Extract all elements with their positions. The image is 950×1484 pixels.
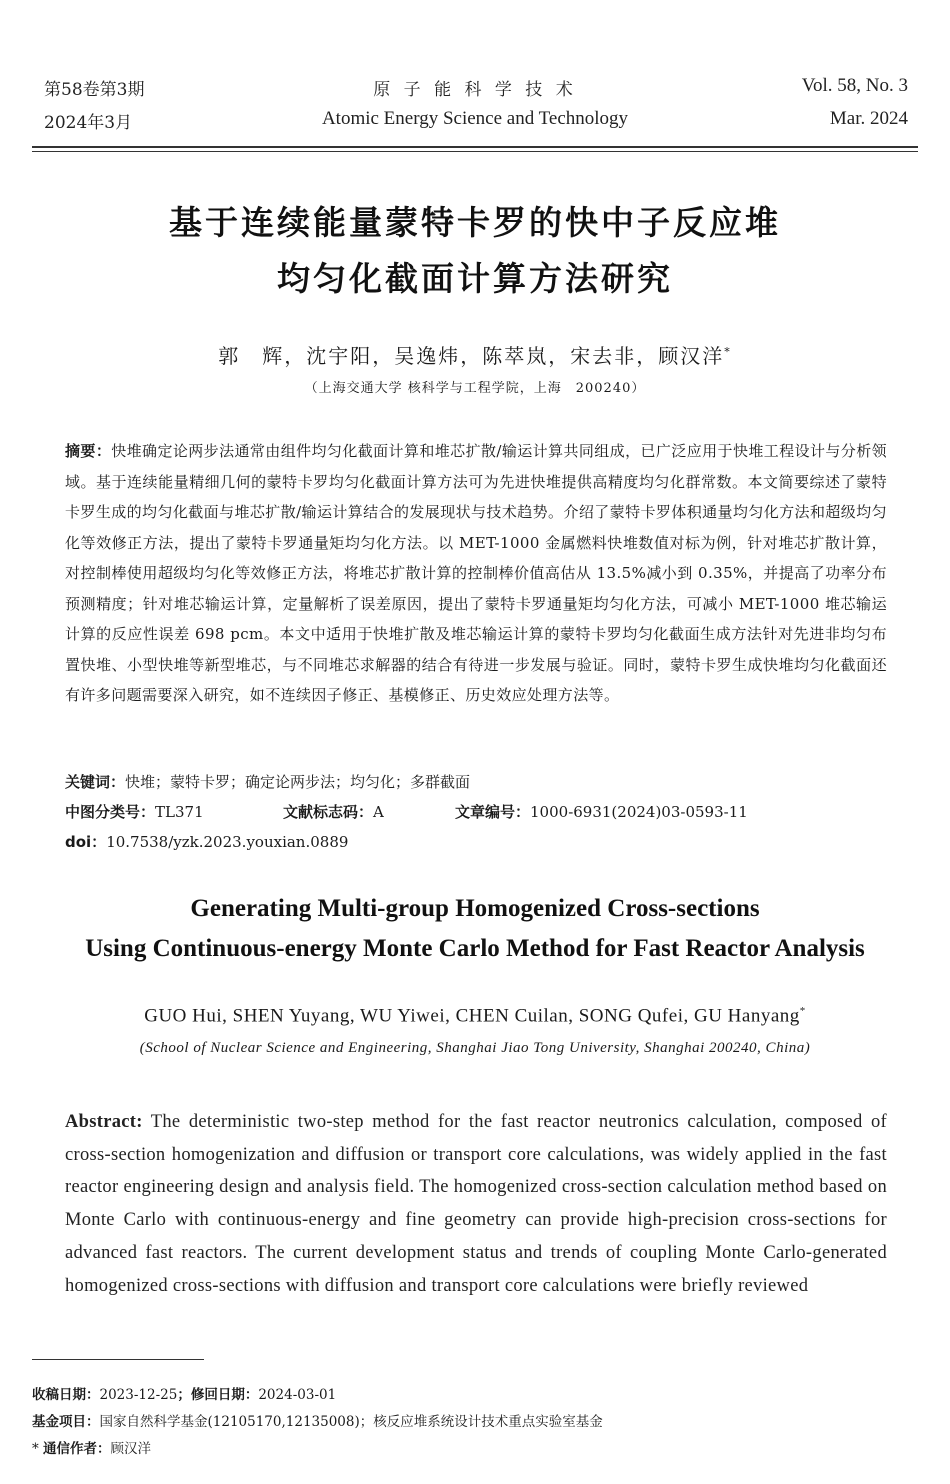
- clc-number: [65, 801, 204, 822]
- received-value: 2023-12-25: [99, 1387, 178, 1403]
- doi-value[interactable]: 10.7538/yzk.2023.youxian.0889: [106, 833, 349, 851]
- affiliation-en: (School of Nuclear Science and Engineering, Shanghai Jiao Tong University, Shanghai 200240, China): [139, 1040, 811, 1056]
- article-number-value: 1000-6931(2024)03-0593-11: [530, 803, 748, 821]
- funding: [32, 1410, 603, 1430]
- volume-issue-cn: 第58卷第3期: [44, 80, 145, 100]
- received-label: 收稿日期：: [32, 1387, 100, 1403]
- abstract-cn: [65, 436, 887, 711]
- corresponding-author: [32, 1437, 151, 1457]
- corresponding-footnote-mark: *: [32, 1441, 39, 1457]
- volume-issue-en: Vol. 58, No. 3: [801, 75, 908, 96]
- journal-name-en: Atomic Energy Science and Technology: [321, 108, 629, 129]
- title-cn-line1: 基于连续能量蒙特卡罗的快中子反应堆: [169, 203, 781, 242]
- date-cn: 2024年3月: [44, 113, 133, 133]
- authors-cn: [0, 340, 950, 369]
- journal-name-cn: 原 子 能 科 学 技 术: [373, 80, 577, 100]
- funding-value: 国家自然科学基金(12105170,12135008)；核反应堆系统设计技术重点实验室基金: [99, 1414, 603, 1430]
- keywords-cn: [65, 771, 470, 792]
- authors-cn-names: 郭 辉，沈宇阳，吴逸炜，陈萃岚，宋去非，顾汉洋: [218, 344, 725, 368]
- header-rule: [32, 146, 918, 148]
- abstract-en-text: The deterministic two-step method for the fast reactor neutronics calculation, composed of cross-section homogenization and diffusion or transport core calculations, was widely applied in the fast reactor engineering design and analysis field. The homogenized cross-section calculation method based on Monte Carlo with continuous-energy and fine geometry can provide high-precision cross-sections for advanced fast reactors. The current development status and trends of coupling Monte Carlo-generated homogenized cross-sections with diffusion and transport core calculations were briefly reviewed: [65, 1112, 887, 1296]
- revised-label: ；修回日期：: [177, 1387, 259, 1403]
- doc-code-label: 文献标志码：: [283, 803, 374, 821]
- title-en-line1: Generating Multi-group Homogenized Cross-sections: [190, 895, 760, 922]
- article-number: [455, 801, 748, 822]
- revised-value: 2024-03-01: [258, 1387, 337, 1403]
- doc-code-value: A: [373, 803, 384, 821]
- keywords-cn-text: 快堆；蒙特卡罗；确定论两步法；均匀化；多群截面: [125, 773, 471, 791]
- corresponding-label: 通信作者：: [43, 1441, 111, 1457]
- document-code: [283, 801, 384, 822]
- abstract-en-label: Abstract:: [65, 1112, 143, 1132]
- footnote-rule: [32, 1359, 204, 1360]
- clc-label: 中图分类号：: [65, 803, 156, 821]
- header-rule-thin: [32, 151, 918, 152]
- clc-value: TL371: [155, 803, 204, 821]
- doi-label: doi：: [65, 833, 107, 851]
- article-number-label: 文章编号：: [455, 803, 531, 821]
- title-en-line2: Using Continuous-energy Monte Carlo Method for Fast Reactor Analysis: [85, 935, 865, 962]
- date-en: Mar. 2024: [829, 108, 908, 129]
- authors-en-names: GUO Hui, SHEN Yuyang, WU Yiwei, CHEN Cuilan, SONG Qufei, GU Hanyang: [144, 1005, 800, 1027]
- abstract-cn-text: 快堆确定论两步法通常由组件均匀化截面计算和堆芯扩散/输运计算共同组成，已广泛应用于快堆工程设计与分析领域。基于连续能量精细几何的蒙特卡罗均匀化截面计算方法可为先进快堆提供高精度均匀化群常数。本文简要综述了蒙特卡罗生成的均匀化截面与堆芯扩散/输运计算结合的发展现状与技术趋势。介绍了蒙特卡罗体积通量均匀化方法和超级均匀化等效修正方法，提出了蒙特卡罗通量矩均匀化方法。以 MET-1000 金属燃料快堆数值对标为例，针对堆芯扩散计算，对控制棒使用超级均匀化等效修正方法，将堆芯扩散计算的控制棒价值高估从 13.5%减小到 0.35%，并提高了功率分布预测精度；针对堆芯输运计算，定量解析了误差原因，提出了蒙特卡罗通量矩均匀化方法，可减小 MET-1000 堆芯输运计算的反应性误差 698 pcm。本文中适用于快堆扩散及堆芯输运计算的蒙特卡罗均匀化截面生成方法针对先进非均匀布置快堆、小型快堆等新型堆芯，与不同堆芯求解器的结合有待进一步发展与验证。同时，蒙特卡罗生成快堆均匀化截面还有许多问题需要深入研究，如不连续因子修正、基模修正、历史效应处理方法等。: [65, 442, 888, 704]
- corresponding-author-mark-en: *: [799, 1005, 806, 1017]
- doi: [65, 831, 348, 852]
- keywords-cn-label: 关键词：: [65, 773, 126, 791]
- corresponding-author-mark: *: [724, 345, 732, 359]
- abstract-cn-label: 摘要：: [65, 442, 112, 460]
- affiliation-cn: （上海交通大学 核科学与工程学院，上海 200240）: [304, 381, 646, 396]
- corresponding-value: 顾汉洋: [110, 1441, 152, 1457]
- funding-label: 基金项目：: [32, 1414, 100, 1430]
- authors-en: [0, 1005, 950, 1027]
- received-dates: [32, 1383, 336, 1403]
- title-cn-line2: 均匀化截面计算方法研究: [277, 259, 673, 298]
- abstract-en: [65, 1106, 887, 1302]
